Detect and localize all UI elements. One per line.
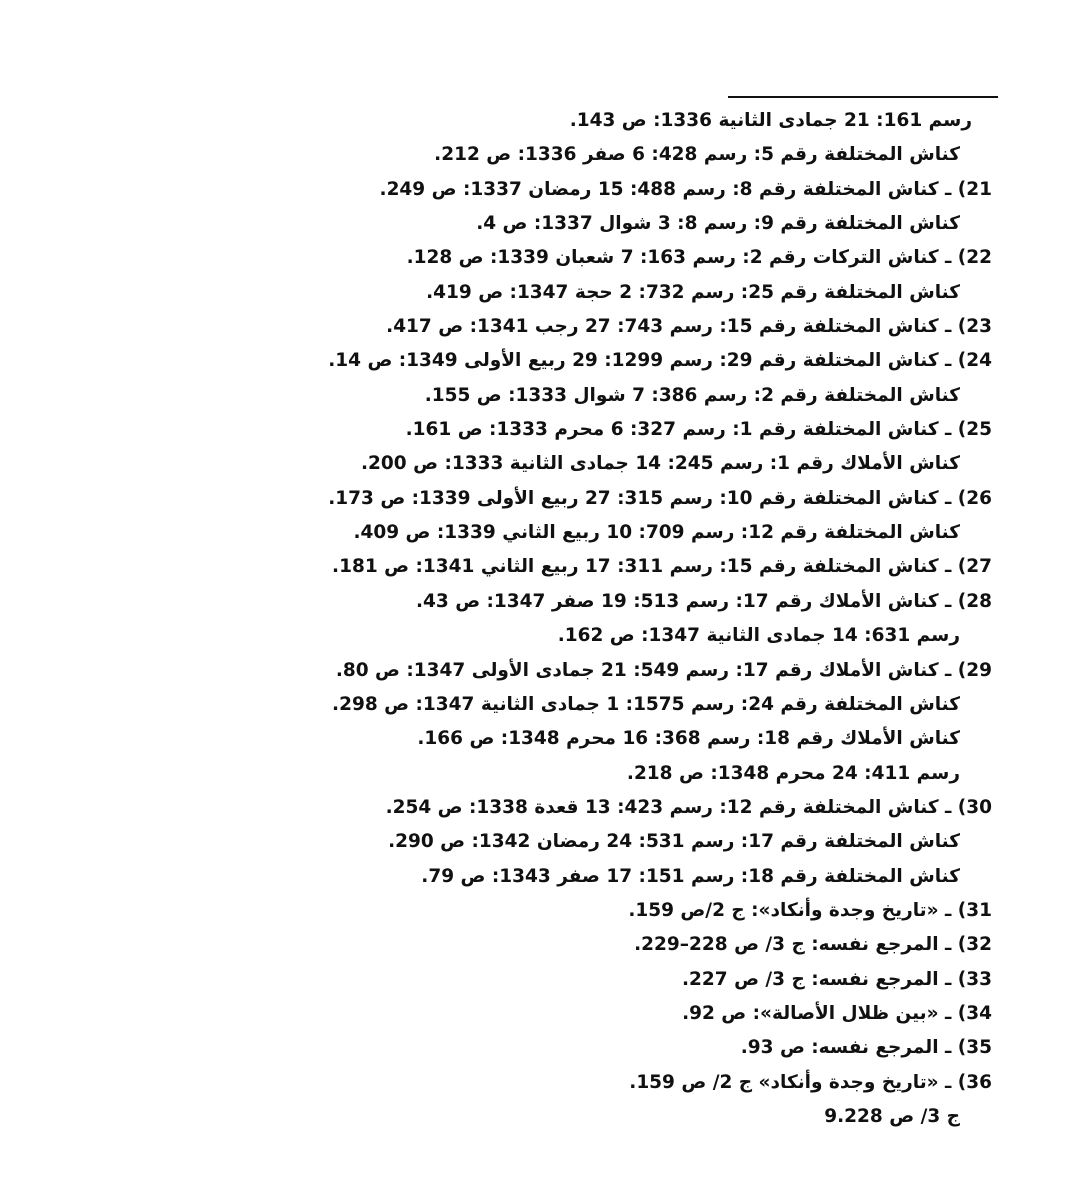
footnote-line: 34) ـ «بين ظلال الأصالة»: ص 92. bbox=[682, 1002, 992, 1024]
footnotes-block bbox=[0, 104, 1080, 1134]
footnote-line: كناش المختلفة رقم 9: رسم 8: 3 شوال 1337: ص 4. bbox=[476, 213, 960, 235]
footnote-line: كناش الأملاك رقم 1: رسم 245: 14 جمادى الثانية 1333: ص 200. bbox=[361, 453, 960, 475]
footnote-line: 29) ـ كناش الأملاك رقم 17: رسم 549: 21 جمادى الأولى 1347: ص 80. bbox=[335, 659, 992, 681]
footnote-line: 28) ـ كناش الأملاك رقم 17: رسم 513: 19 صفر 1347: ص 43. bbox=[415, 590, 992, 612]
footnote-line: كناش المختلفة رقم 5: رسم 428: 6 صفر 1336: ص 212. bbox=[434, 144, 960, 166]
footnote-line: 23) ـ كناش المختلفة رقم 15: رسم 743: 27 رجب 1341: ص 417. bbox=[386, 316, 992, 338]
footnote-line: كناش المختلفة رقم 2: رسم 386: 7 شوال 1333: ص 155. bbox=[424, 384, 960, 406]
footnote-line: كناش المختلفة رقم 24: رسم 1575: 1 جمادى الثانية 1347: ص 298. bbox=[332, 693, 960, 715]
footnote-line: 31) ـ «تاريخ وجدة وأنكاد»: ج 2/ص 159. bbox=[628, 899, 992, 921]
footnote-line: ج 3/ ص 9.228 bbox=[824, 1105, 960, 1127]
footnote-line: 25) ـ كناش المختلفة رقم 1: رسم 327: 6 محرم 1333: ص 161. bbox=[405, 419, 992, 441]
footnote-line: رسم 631: 14 جمادى الثانية 1347: ص 162. bbox=[557, 625, 960, 647]
footnote-line: 27) ـ كناش المختلفة رقم 15: رسم 311: 17 ربيع الثاني 1341: ص 181. bbox=[332, 556, 992, 578]
footnote-line: 35) ـ المرجع نفسه: ص 93. bbox=[740, 1037, 992, 1059]
footnote-line: كناش الأملاك رقم 18: رسم 368: 16 محرم 1348: ص 166. bbox=[417, 728, 960, 750]
footnote-line: 24) ـ كناش المختلفة رقم 29: رسم 1299: 29 ربيع الأولى 1349: ص 14. bbox=[328, 350, 992, 372]
footnote-line: 36) ـ «تاريخ وجدة وأنكاد» ج 2/ ص 159. bbox=[629, 1071, 992, 1093]
footnote-line: 26) ـ كناش المختلفة رقم 10: رسم 315: 27 ربيع الأولى 1339: ص 173. bbox=[328, 487, 992, 509]
footnote-line: 32) ـ المرجع نفسه: ج 3/ ص 228–229. bbox=[634, 934, 992, 956]
footnote-line: 30) ـ كناش المختلفة رقم 12: رسم 423: 13 قعدة 1338: ص 254. bbox=[385, 796, 992, 818]
footnote-line: كناش المختلفة رقم 18: رسم 151: 17 صفر 1343: ص 79. bbox=[421, 865, 960, 887]
footnote-line: 22) ـ كناش التركات رقم 2: رسم 163: 7 شعبان 1339: ص 128. bbox=[406, 247, 992, 269]
footnote-line: كناش المختلفة رقم 25: رسم 732: 2 حجة 1347: ص 419. bbox=[426, 281, 960, 303]
footnote-line: رسم 411: 24 محرم 1348: ص 218. bbox=[626, 762, 960, 784]
footnote-separator-rule bbox=[728, 96, 998, 98]
footnote-line: رسم 161: 21 جمادى الثانية 1336: ص 143. bbox=[569, 110, 972, 131]
footnote-line: 21) ـ كناش المختلفة رقم 8: رسم 488: 15 رمضان 1337: ص 249. bbox=[379, 178, 992, 200]
footnote-line: 33) ـ المرجع نفسه: ج 3/ ص 227. bbox=[681, 968, 992, 990]
footnote-line: كناش المختلفة رقم 12: رسم 709: 10 ربيع الثاني 1339: ص 409. bbox=[353, 522, 960, 544]
footnote-line: كناش المختلفة رقم 17: رسم 531: 24 رمضان 1342: ص 290. bbox=[388, 831, 960, 853]
